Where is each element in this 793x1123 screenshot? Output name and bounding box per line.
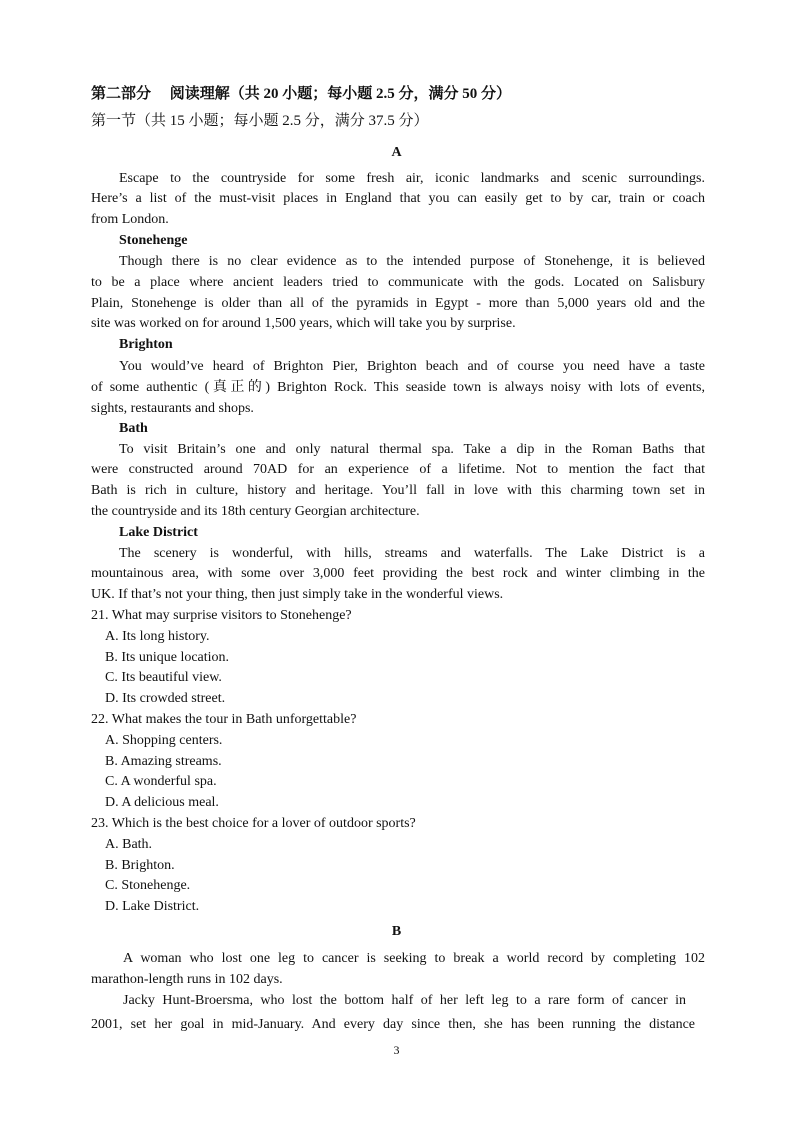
place-text-line: were constructed around 70AD for an experience of a lifetime. Not to mention the fact that [91,462,705,477]
place-text-line: To visit Britain’s one and only natural thermal spa. Take a dip in the Roman Baths that [119,442,705,457]
place-text-line: Plain, Stonehenge is older than all of the pyramids in Egypt - more than 5,000 years old and the [91,296,705,311]
question-option: C. A wonderful spa. [105,774,217,789]
question-option: A. Its long history. [105,629,210,644]
passage-a-intro-line: Here’s a list of the must-visit places in England that you can easily get to by car, train or coach [91,191,705,206]
place-text-line: sights, restaurants and shops. [91,401,254,416]
question-option: D. A delicious meal. [105,795,219,810]
place-text-line: of some authentic (真正的) Brighton Rock. This seaside town is always noisy with lots of events, [91,380,705,395]
place-heading-stonehenge: Stonehenge [119,233,188,248]
question-option: C. Its beautiful view. [105,670,222,685]
place-text-line: mountainous area, with some over 3,000 feet providing the best rock and winter climbing in the [91,566,705,581]
part-title: 第二部分 阅读理解（共 20 小题；每小题 2.5 分，满分 50 分） [91,86,512,102]
question-option: A. Bath. [105,837,153,852]
place-text-line: Bath is rich in culture, history and heritage. You’ll fall in love with this charming town set in [91,483,705,498]
place-text-line: UK. If that’s not your thing, then just simply take in the wonderful views. [91,587,504,602]
page-number: 3 [393,1043,400,1057]
place-heading-brighton: Brighton [119,337,173,352]
place-text-line: You would’ve heard of Brighton Pier, Brighton beach and of course you need have a taste [119,359,705,374]
place-heading-lake-district: Lake District [119,525,198,540]
question-option: C. Stonehenge. [105,878,191,893]
question-option: B. Brighton. [105,858,175,873]
question-option: D. Its crowded street. [105,691,226,706]
passage-b-line: 2001, set her goal in mid-January. And every day since then, she has been running the distance [91,1017,695,1032]
question-option: D. Lake District. [105,899,200,914]
place-text-line: The scenery is wonderful, with hills, streams and waterfalls. The Lake District is a [119,546,705,561]
place-text-line: the countryside and its 18th century Georgian architecture. [91,504,420,519]
place-heading-bath: Bath [119,421,148,436]
passage-b-line: Jacky Hunt-Broersma, who lost the bottom half of her left leg to a rare form of cancer in [123,993,686,1008]
passage-a-label: A [391,145,402,160]
place-text-line: Though there is no clear evidence as to the intended purpose of Stonehenge, it is believed [119,254,705,269]
place-text-line: site was worked on for around 1,500 years, which will take you by surprise. [91,316,516,331]
question-stem: 22. What makes the tour in Bath unforgettable? [91,712,357,727]
section-title: 第一节（共 15 小题；每小题 2.5 分，满分 37.5 分） [91,113,429,129]
passage-a-intro-line: from London. [91,212,169,227]
place-text-line: to be a place where ancient leaders tried to communicate with the gods. Located on Salisbury [91,275,705,290]
question-option: A. Shopping centers. [105,733,223,748]
question-option: B. Amazing streams. [105,754,222,769]
passage-a-intro-line: Escape to the countryside for some fresh air, iconic landmarks and scenic surroundings. [119,171,705,186]
passage-b-label: B [391,924,402,939]
passage-b-line: marathon-length runs in 102 days. [91,972,283,987]
question-option: B. Its unique location. [105,650,230,665]
question-stem: 21. What may surprise visitors to Stonehenge? [91,608,352,623]
question-stem: 23. Which is the best choice for a lover of outdoor sports? [91,816,416,831]
passage-b-line: A woman who lost one leg to cancer is seeking to break a world record by completing 102 [123,951,705,966]
